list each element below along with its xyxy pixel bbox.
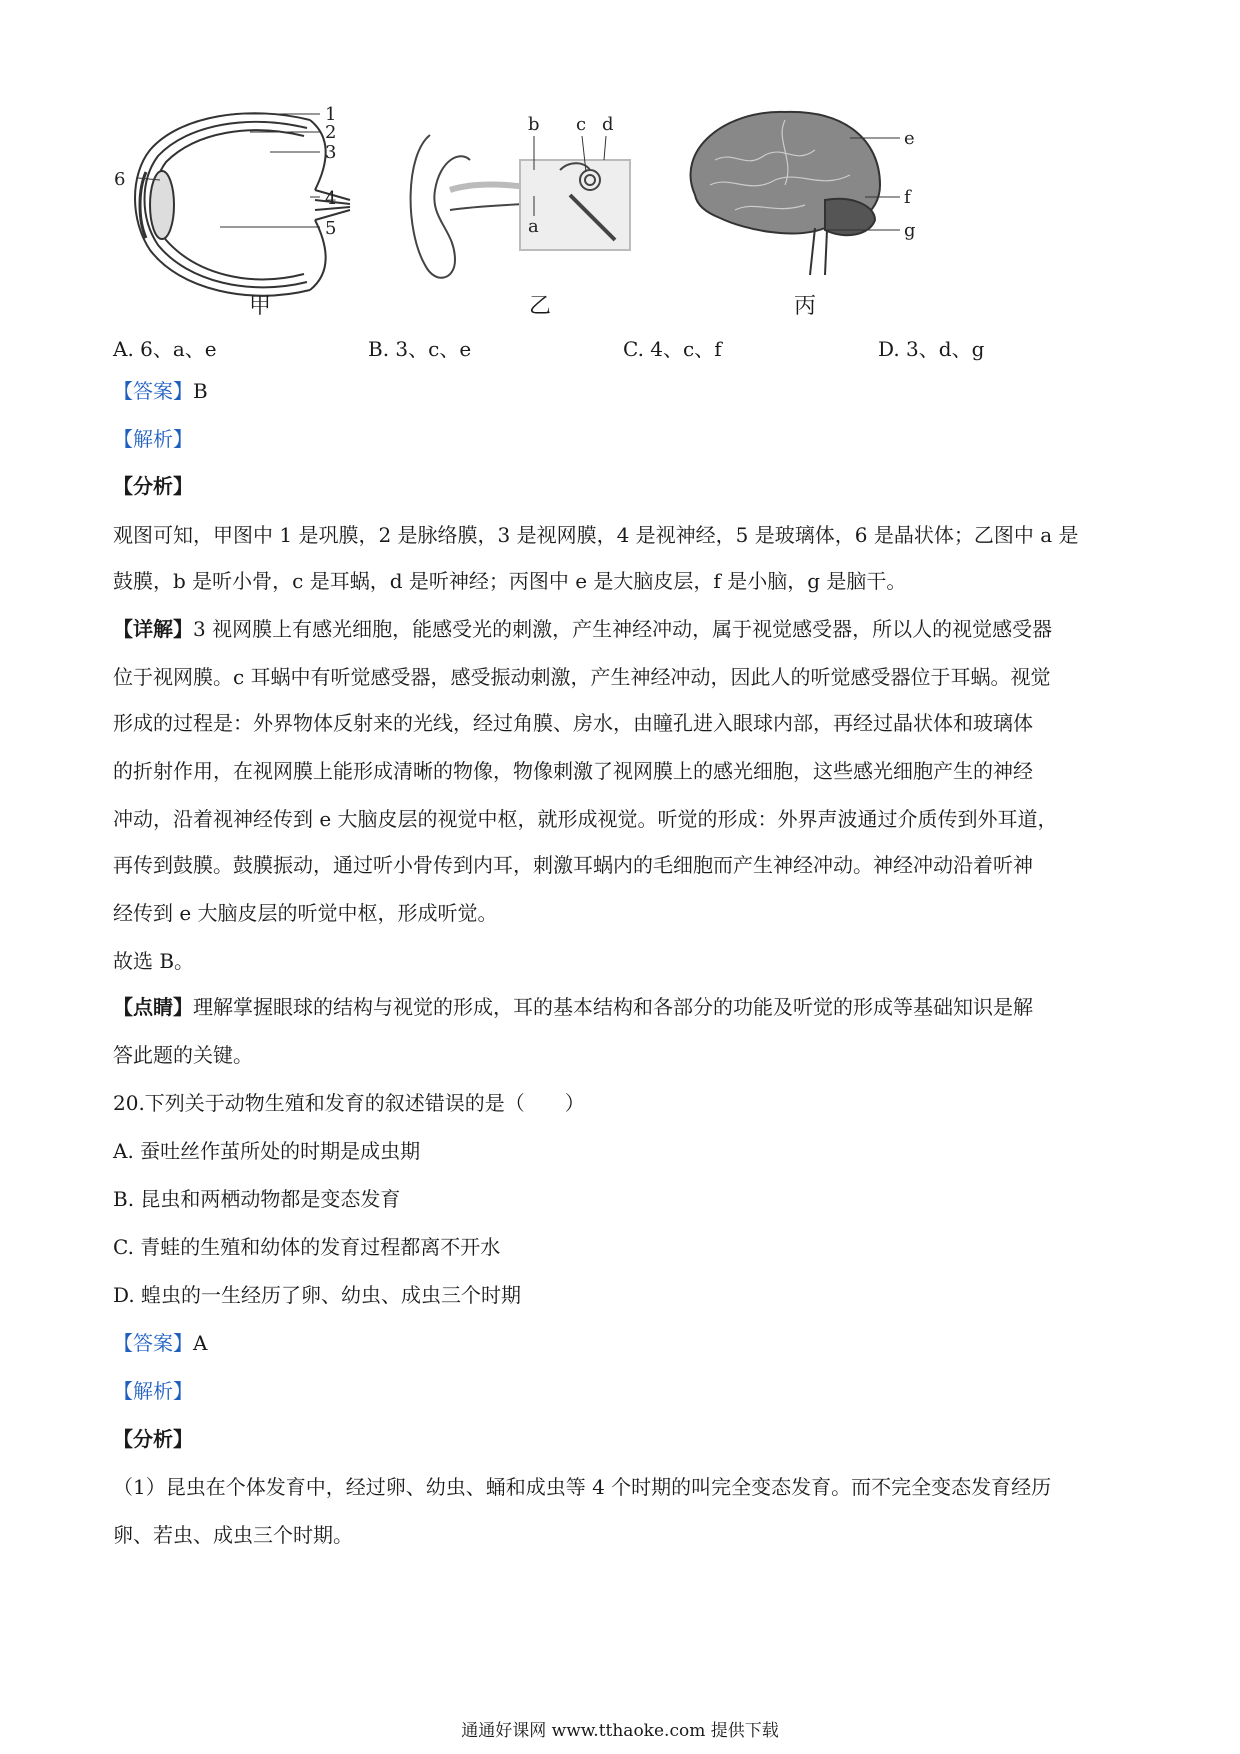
eye-caption: 甲 xyxy=(248,294,271,319)
answer-tag: 【答案】 xyxy=(113,379,193,403)
eye-illustration xyxy=(110,100,410,320)
q19-option-d: D. 3、d、g xyxy=(878,337,985,361)
eye-diagram xyxy=(110,100,410,320)
eye-label-4: 4 xyxy=(325,188,337,209)
q19-xiangjie-line: 形成的过程是：外界物体反射来的光线，经过角膜、房水，由瞳孔进入眼球内部，再经过晶状体和玻璃体 xyxy=(113,711,1033,735)
dianjing-line: 理解掌握眼球的结构与视觉的形成，耳的基本结构和各部分的功能及听觉的形成等基础知识是解 xyxy=(193,995,1033,1019)
ear-label-b: b xyxy=(528,114,540,135)
brain-diagram xyxy=(675,100,935,320)
q19-fenxi-line: 鼓膜，b 是听小骨，c 是耳蜗，d 是听神经；丙图中 e 是大脑皮层，f 是小脑，g 是脑干。 xyxy=(113,569,907,593)
q19-dianjing-line: 答此题的关键。 xyxy=(113,1043,253,1067)
q19-conclusion: 故选 B。 xyxy=(113,949,195,973)
brain-caption: 丙 xyxy=(793,294,816,319)
q20-option-a: A. 蚕吐丝作茧所处的时期是成虫期 xyxy=(113,1139,421,1163)
brain-illustration xyxy=(675,100,935,320)
brain-label-f: f xyxy=(904,187,911,208)
ear-diagram xyxy=(400,100,680,320)
eye-label-1: 1 xyxy=(325,104,337,125)
ear-illustration xyxy=(400,100,680,320)
q20-option-d: D. 蝗虫的一生经历了卵、幼虫、成虫三个时期 xyxy=(113,1283,522,1307)
dianjing-tag: 【点睛】 xyxy=(113,995,193,1019)
q20-option-c: C. 青蛙的生殖和幼体的发育过程都离不开水 xyxy=(113,1235,501,1259)
q19-xiangjie-line: 经传到 e 大脑皮层的听觉中枢，形成听觉。 xyxy=(113,901,498,925)
answer-value: A xyxy=(193,1331,208,1355)
q19-xiangjie-line: 再传到鼓膜。鼓膜振动，通过听小骨传到内耳，刺激耳蜗内的毛细胞而产生神经冲动。神经冲动沿着听神 xyxy=(113,853,1033,877)
brain-label-e: e xyxy=(904,128,915,149)
q20-question: 20.下列关于动物生殖和发育的叙述错误的是（ ） xyxy=(113,1091,585,1115)
ear-label-d: d xyxy=(602,114,614,135)
q19-xiangjie-line: 冲动，沿着视神经传到 e 大脑皮层的视觉中枢，就形成视觉。听觉的形成：外界声波通过介质传到外耳道， xyxy=(113,807,1058,831)
q19-xiangjie xyxy=(113,614,1133,644)
q19-analysis-tag: 【解析】 xyxy=(113,427,193,451)
q19-option-b: B. 3、c、e xyxy=(368,337,472,361)
ear-label-a: a xyxy=(528,216,539,237)
q20-fenxi-line: 卵、若虫、成虫三个时期。 xyxy=(113,1523,353,1547)
page-footer: 通通好课网 www.tthaoke.com 提供下载 xyxy=(461,1721,779,1741)
ear-label-c: c xyxy=(576,114,587,135)
q19-option-a: A. 6、a、e xyxy=(113,337,217,361)
q19-fenxi-tag: 【分析】 xyxy=(113,474,193,498)
q20-fenxi-tag: 【分析】 xyxy=(113,1427,193,1451)
q19-dianjing xyxy=(113,992,1133,1022)
xiangjie-tag: 【详解】 xyxy=(113,617,193,641)
q20-analysis-tag: 【解析】 xyxy=(113,1379,193,1403)
q19-fenxi-line: 观图可知，甲图中 1 是巩膜，2 是脉络膜，3 是视网膜，4 是视神经，5 是玻璃体，6 是晶状体；乙图中 a 是 xyxy=(113,523,1079,547)
ear-caption: 乙 xyxy=(528,294,551,319)
q19-answer xyxy=(113,376,1133,406)
eye-label-3: 3 xyxy=(325,142,337,163)
eye-label-6: 6 xyxy=(114,169,126,190)
q19-option-c: C. 4、c、f xyxy=(623,337,722,361)
eye-label-5: 5 xyxy=(325,218,337,239)
q20-answer xyxy=(113,1328,1133,1358)
q19-xiangjie-line: 的折射作用，在视网膜上能形成清晰的物像，物像刺激了视网膜上的感光细胞，这些感光细胞产生的神经 xyxy=(113,759,1033,783)
xiangjie-line: 3 视网膜上有感光细胞，能感受光的刺激，产生神经冲动，属于视觉感受器，所以人的视觉感受器 xyxy=(193,617,1053,641)
q20-option-b: B. 昆虫和两栖动物都是变态发育 xyxy=(113,1187,401,1211)
eye-label-2: 2 xyxy=(325,122,337,143)
brain-label-g: g xyxy=(904,220,916,241)
answer-tag: 【答案】 xyxy=(113,1331,193,1355)
figure-row xyxy=(110,100,930,320)
answer-value: B xyxy=(193,379,208,403)
q19-xiangjie-line: 位于视网膜。c 耳蜗中有听觉感受器，感受振动刺激，产生神经冲动，因此人的听觉感受器位于耳蜗。视觉 xyxy=(113,665,1051,689)
q20-fenxi-line: （1）昆虫在个体发育中，经过卵、幼虫、蛹和成虫等 4 个时期的叫完全变态发育。而不完全变态发育经历 xyxy=(113,1475,1052,1499)
